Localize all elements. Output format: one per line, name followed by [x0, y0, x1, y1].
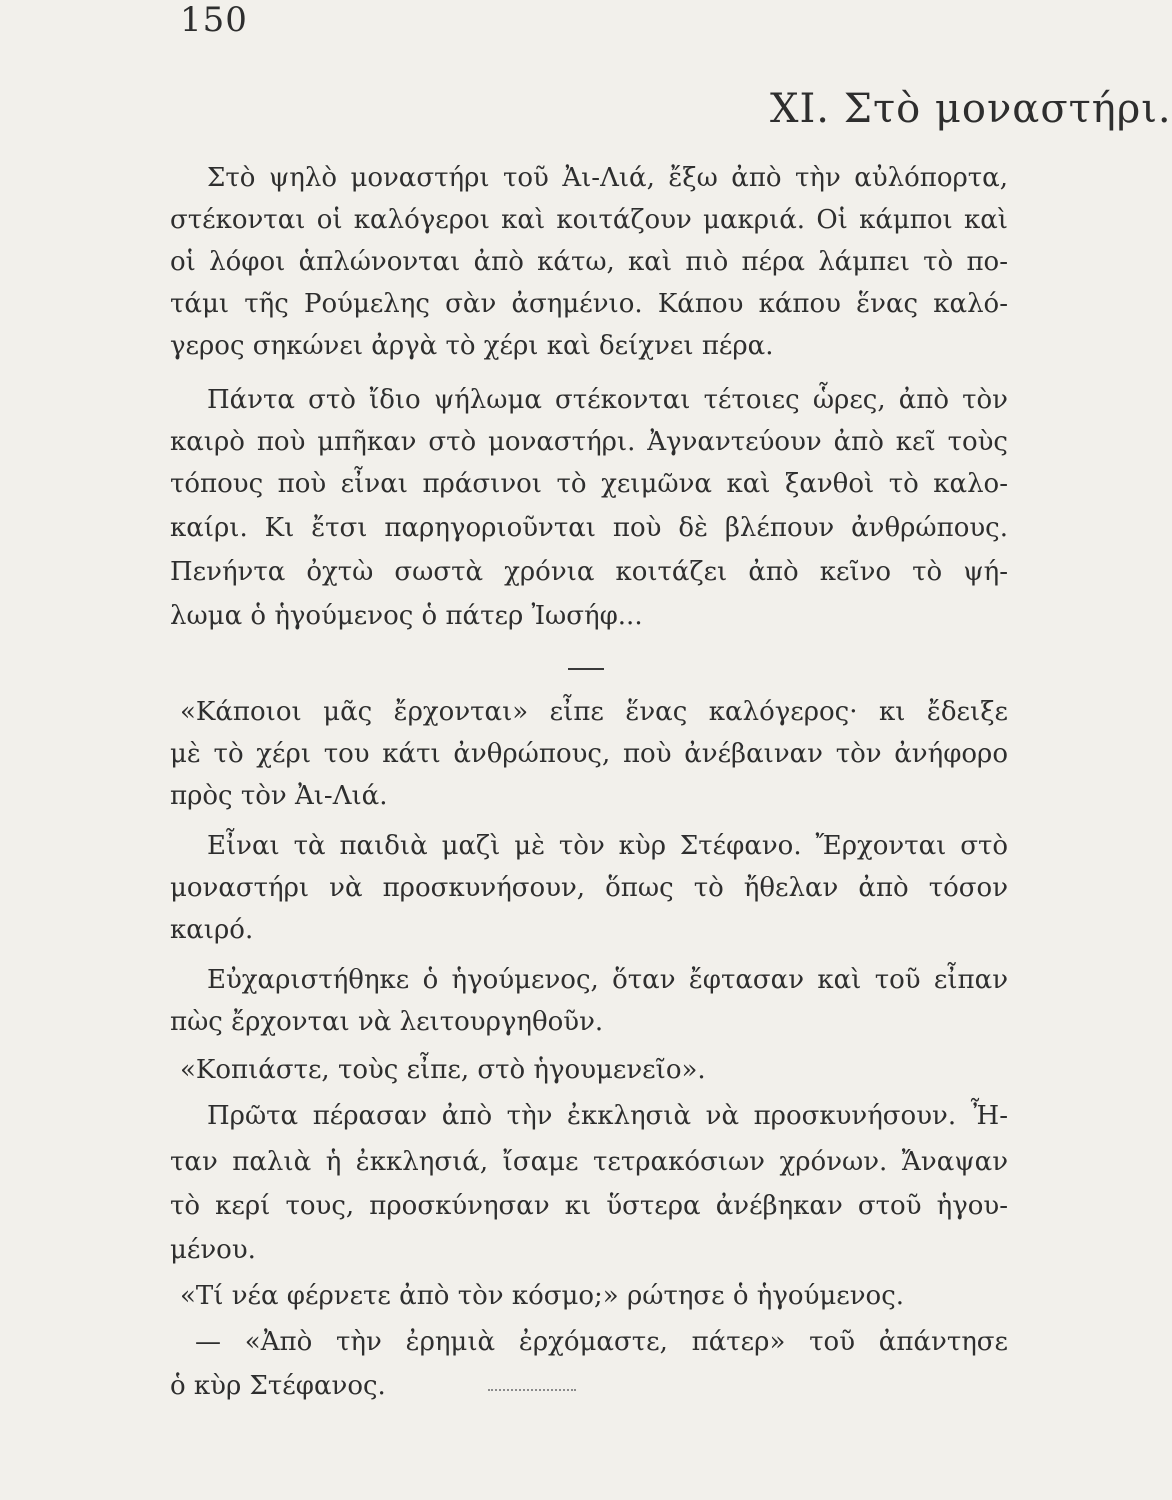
- text-line: — «Ἀπὸ τὴν ἐρημιὰ ἐρχόμαστε, πάτερ» τοῦ ἀπάντησε: [195, 1327, 1008, 1357]
- text-line: Εἶναι τὰ παιδιὰ μαζὶ μὲ τὸν κὺρ Στέφανο. Ἔρχονται στὸ: [207, 831, 1008, 861]
- text-line: μὲ τὸ χέρι του κάτι ἀνθρώπους, ποὺ ἀνέβαιναν τὸν ἀνήφορο: [170, 739, 1008, 769]
- section-separator: [568, 668, 604, 670]
- text-line: «Τί νέα φέρνετε ἀπὸ τὸν κόσμο;» ρώτησε ὁ ἡγούμενος.: [180, 1281, 905, 1311]
- page-number: 150: [180, 0, 248, 40]
- text-line: οἱ λόφοι ἁπλώνονται ἀπὸ κάτω, καὶ πιὸ πέρα λάμπει τὸ πο-: [170, 247, 1008, 277]
- text-line: Πάντα στὸ ἴδιο ψήλωμα στέκονται τέτοιες ὧρες, ἀπὸ τὸν: [207, 385, 1008, 415]
- text-line: πὼς ἔρχονται νὰ λειτουργηθοῦν.: [170, 1007, 604, 1037]
- text-line: ὁ κὺρ Στέφανος.: [170, 1371, 386, 1401]
- text-line: μοναστήρι νὰ προσκυνήσουν, ὅπως τὸ ἤθελαν ἀπὸ τόσον: [170, 873, 1008, 903]
- text-line: καιρὸ ποὺ μπῆκαν στὸ μοναστήρι. Ἀγναντεύουν ἀπὸ κεῖ τοὺς: [170, 427, 1008, 457]
- text-line: μένου.: [170, 1235, 256, 1265]
- text-line: Εὐχαριστήθηκε ὁ ἡγούμενος, ὅταν ἔφτασαν καὶ τοῦ εἶπαν: [207, 965, 1008, 995]
- trailing-rule: [488, 1389, 576, 1391]
- text-line: Πρῶτα πέρασαν ἀπὸ τὴν ἐκκλησιὰ νὰ προσκυνήσουν. Ἦ-: [207, 1101, 1008, 1131]
- text-line: στέκονται οἱ καλόγεροι καὶ κοιτάζουν μακριά. Οἱ κάμποι καὶ: [170, 205, 1008, 235]
- text-line: ταν παλιὰ ἡ ἐκκλησιά, ἴσαμε τετρακόσιων χρόνων. Ἄναψαν: [170, 1147, 1008, 1177]
- text-line: τὸ κερί τους, προσκύνησαν κι ὕστερα ἀνέβηκαν στοῦ ἡγου-: [170, 1191, 1008, 1221]
- text-line: Πενήντα ὀχτὼ σωστὰ χρόνια κοιτάζει ἀπὸ κεῖνο τὸ ψή-: [170, 557, 1008, 587]
- text-line: καιρό.: [170, 915, 254, 945]
- text-line: καίρι. Κι ἔτσι παρηγοριοῦνται ποὺ δὲ βλέπουν ἀνθρώπους.: [170, 513, 1008, 543]
- text-line: «Κάποιοι μᾶς ἔρχονται» εἶπε ἕνας καλόγερος· κι ἔδειξε: [180, 697, 1008, 727]
- text-line: τόπους ποὺ εἶναι πράσινοι τὸ χειμῶνα καὶ ξανθοὶ τὸ καλο-: [170, 469, 1008, 499]
- text-line: τάμι τῆς Ρούμελης σὰν ἀσημένιο. Κάπου κάπου ἕνας καλό-: [170, 289, 1008, 319]
- text-line: πρὸς τὸν Ἀι-Λιά.: [170, 781, 388, 811]
- text-line: λωμα ὁ ἡγούμενος ὁ πάτερ Ἰωσήφ...: [170, 601, 643, 631]
- text-line: Στὸ ψηλὸ μοναστήρι τοῦ Ἀι-Λιά, ἔξω ἀπὸ τὴν αὐλόπορτα,: [207, 163, 1008, 193]
- text-line: «Κοπιάστε, τοὺς εἶπε, στὸ ἡγουμενεῖο».: [180, 1055, 706, 1085]
- chapter-title: XI. Στὸ μοναστήρι.: [770, 86, 1172, 132]
- text-line: γερος σηκώνει ἀργὰ τὸ χέρι καὶ δείχνει πέρα.: [170, 331, 774, 361]
